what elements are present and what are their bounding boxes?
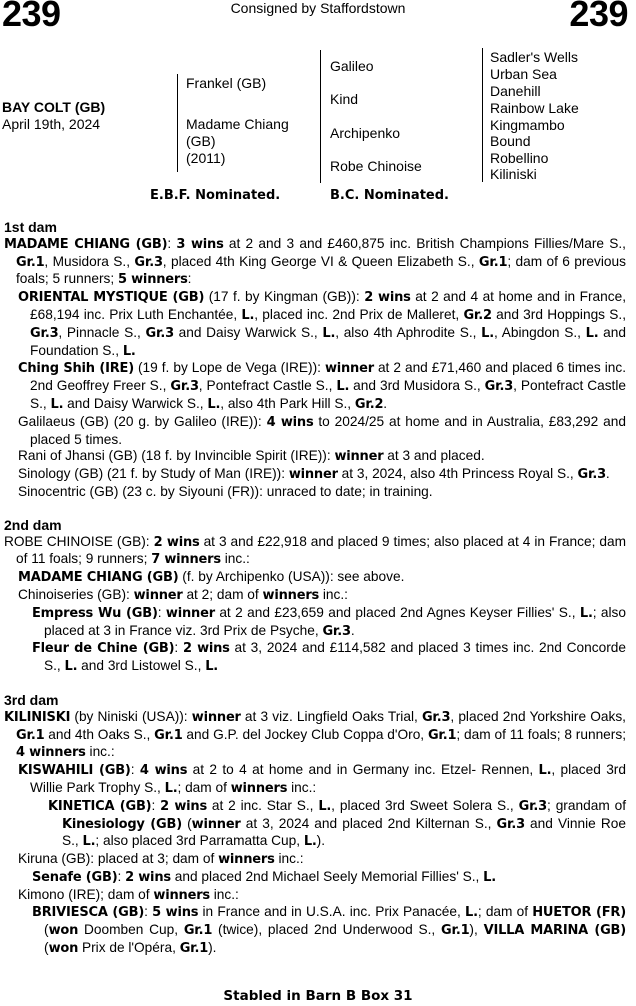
text-run: VILLA MARINA (GB)	[483, 923, 626, 939]
pedigree-gen3-2: Urban Sea	[490, 66, 557, 82]
progeny-sinocentric	[4, 484, 626, 501]
text-run: , also 4th Park Hill S.,	[220, 395, 355, 411]
text-run: L.	[64, 659, 78, 675]
text-run: (	[44, 940, 49, 956]
text-run: :	[130, 762, 140, 778]
text-run: , placed inc. 2nd Prix de Malleret,	[254, 306, 464, 322]
pedigree-sire-dam: Kind	[330, 91, 359, 107]
text-run: winners	[153, 887, 210, 903]
text-run: Galilaeus (GB) (20 g. by Galileo (IRE)):	[18, 413, 267, 429]
text-run: and Vinnie Roe S.,	[62, 815, 626, 849]
pedigree-bracket-1	[177, 74, 178, 172]
text-run: winners	[262, 587, 320, 603]
text-run: :	[174, 640, 183, 656]
text-run: .	[350, 622, 355, 638]
text-run: ).	[316, 833, 326, 849]
text-run: ; dam of 11 foals; 8 runners;	[456, 726, 626, 742]
text-run: :	[157, 604, 166, 620]
text-run: at 2 inc. Star S.,	[207, 797, 319, 813]
text-run: L.	[481, 325, 494, 341]
text-run: L.	[538, 763, 552, 779]
text-run: Prix de l'Opéra,	[78, 940, 180, 956]
text-run: :	[117, 868, 126, 884]
stabling-info: Stabled in Barn B Box 31	[223, 988, 413, 1004]
text-run: Gr.3	[577, 467, 606, 483]
text-run: and 3rd Musidora S.,	[349, 378, 485, 394]
text-run: :	[151, 797, 161, 813]
text-run: (by Niniski (USA)):	[70, 708, 192, 724]
text-run: winner	[324, 361, 374, 377]
text-run: 4 wins	[139, 763, 188, 779]
text-run: at 2 and £23,659 and placed 2nd Agnes Keyser Fillies' S.,	[214, 604, 580, 620]
text-run: Fleur de Chine (GB)	[32, 641, 175, 657]
text-run: L.	[303, 834, 317, 850]
text-run: Gr.1	[441, 923, 470, 939]
text-run: Ching Shih (IRE)	[18, 361, 134, 377]
text-run: Gr.3	[134, 254, 163, 270]
text-run: Doomben Cup,	[78, 922, 184, 938]
text-run: 7 winners	[151, 552, 221, 568]
text-run: (	[44, 922, 49, 938]
text-run: ; dam of	[477, 904, 533, 920]
text-run: Kinesiology (GB)	[62, 816, 182, 832]
text-run: 2 wins	[364, 290, 411, 306]
text-run: 3 wins	[176, 236, 224, 252]
text-run: Empress Wu (GB)	[32, 605, 158, 621]
text-run: won	[48, 923, 79, 939]
pedigree-gen3-7: Robellino	[490, 150, 549, 166]
text-run: Gr.2	[354, 396, 384, 412]
text-run: HUETOR (FR)	[532, 905, 626, 921]
text-run: Sinocentric (GB) (23 c. by Siyouni (FR)): unraced to date; in training.	[18, 483, 433, 499]
text-run: Gr.3	[322, 623, 351, 639]
progeny-kimono	[4, 887, 626, 905]
text-run: , placed 4th King George VI & Queen Elizabeth S.,	[162, 253, 479, 269]
text-run: .	[605, 466, 610, 482]
text-run: ; dam of	[177, 779, 231, 795]
text-run: , Pinnacle S.,	[58, 324, 146, 340]
text-run: Gr.1	[154, 727, 183, 743]
lot-number-left: 239	[2, 0, 61, 34]
text-run: Gr.3	[518, 798, 548, 814]
text-run: Gr.1	[427, 727, 457, 743]
text-run: and Daisy Warwick S.,	[173, 324, 323, 340]
text-run: Senafe (GB)	[32, 869, 118, 885]
text-run: inc.:	[209, 886, 239, 902]
text-run: L.	[82, 834, 96, 850]
text-run: at 2 and £71,460 and placed 6 times inc. 2nd Geoffrey Freer S.,	[30, 360, 626, 394]
text-run: L.	[207, 396, 221, 412]
pedigree-dam-line1: Madame Chiang	[186, 116, 289, 132]
pedigree-sire: Frankel (GB)	[186, 75, 267, 91]
progeny-ching-shih	[4, 360, 626, 413]
pedigree-gen3-1: Sadler's Wells	[490, 49, 578, 65]
text-run: Gr.3	[421, 709, 451, 725]
text-run: Gr.1	[478, 254, 508, 270]
lot-number-right: 239	[569, 0, 628, 34]
pedigree-dam-line2: (GB)	[186, 133, 216, 149]
text-run: and 3rd Hoppings S.,	[491, 306, 626, 322]
catalogue-body	[4, 219, 626, 958]
third-dam-entry	[4, 709, 626, 762]
text-run: 4 wins	[266, 414, 314, 430]
text-run: inc.:	[85, 744, 115, 760]
text-run: L.	[122, 343, 136, 359]
text-run: at 2 to 4 at home and in Germany inc. Etzel- Rennen,	[187, 762, 539, 778]
text-run: Gr.2	[463, 307, 492, 323]
text-run: 2 wins	[160, 798, 207, 814]
text-run: , Musidora S.,	[44, 253, 135, 269]
text-run: MADAME CHIANG (GB)	[4, 236, 168, 252]
text-run: ).	[208, 940, 217, 956]
text-run: L.	[465, 905, 478, 921]
progeny-briviesca	[4, 904, 626, 957]
text-run: L.	[322, 325, 336, 341]
text-run: at 2 and 4 at home and in France, £68,194 inc. Prix Luth Enchantée,	[30, 289, 627, 322]
horse-foaled: April 19th, 2024	[2, 116, 101, 132]
pedigree-gen3-3: Danehill	[490, 83, 541, 99]
second-dam-entry	[4, 534, 626, 570]
text-run: winner	[165, 605, 215, 621]
text-run: L.	[318, 798, 332, 814]
text-run: , placed 3rd Willie Park Trophy S.,	[30, 762, 626, 795]
pedigree-gen3-4: Rainbow Lake	[490, 100, 579, 116]
text-run: Chinoiseries (GB):	[18, 586, 134, 602]
pedigree-bracket-2	[320, 50, 321, 183]
text-run: L.	[241, 307, 255, 323]
text-run: at 2 and 3 and £460,875 inc. British Champions Fillies/Mare S.,	[223, 235, 626, 251]
pedigree-dam-dam: Robe Chinoise	[330, 158, 422, 174]
text-run: Gr.3	[145, 325, 174, 341]
text-run: , Pontefract Castle S.,	[198, 378, 337, 394]
text-run: Kimono (IRE); dam of	[18, 886, 154, 902]
text-run: :	[167, 235, 177, 251]
text-run: , placed 2nd Yorkshire Oaks,	[450, 708, 626, 724]
progeny-rani-of-jhansi	[4, 448, 626, 466]
text-run: in France and in U.S.A. inc. Prix Panacée,	[198, 904, 465, 920]
text-run: ROBE CHINOISE (GB):	[4, 533, 154, 549]
progeny-chinoiseries	[4, 587, 626, 605]
third-dam-heading: 3rd dam	[4, 691, 59, 708]
text-run: Gr.1	[16, 254, 45, 270]
text-run: L.	[205, 659, 219, 675]
text-run: , also 4th Aphrodite S.,	[335, 324, 482, 340]
text-run: and placed 2nd Michael Seely Memorial Fillies' S.,	[170, 868, 484, 884]
text-run: .	[383, 395, 388, 411]
bc-nomination: B.C. Nominated.	[330, 188, 449, 203]
text-run: Gr.3	[484, 379, 514, 395]
text-run: (f. by Archipenko (USA)): see above.	[178, 569, 405, 585]
pedigree-sire-sire: Galileo	[330, 58, 374, 74]
text-run: KILINISKI	[4, 709, 71, 725]
text-run: Gr.3	[170, 379, 199, 395]
text-run: 5 wins	[152, 905, 199, 921]
text-run: and 4th Oaks S.,	[44, 726, 155, 742]
text-run: at 3 and placed.	[383, 448, 485, 464]
text-run: at 3, 2024 and placed 2nd Kilternan S.,	[240, 815, 497, 831]
text-run: winner	[334, 449, 384, 465]
text-run: :	[187, 271, 192, 287]
text-run: KISWAHILI (GB)	[18, 763, 131, 779]
text-run: L.	[164, 780, 178, 796]
text-run: Kiruna (GB): placed at 3; dam of	[18, 851, 219, 867]
text-run: inc.:	[287, 779, 317, 795]
consignor: Consigned by Staffordstown	[230, 0, 406, 16]
progeny-galilaeus	[4, 414, 626, 449]
text-run: Gr.1	[16, 727, 45, 743]
text-run: winner	[191, 816, 241, 832]
text-run: winners	[218, 852, 275, 868]
text-run: ; also placed 3rd Parramatta Cup,	[95, 833, 304, 849]
pedigree-gen3-5: Kingmambo	[490, 117, 565, 133]
pedigree-gen3-6: Bound	[490, 133, 531, 149]
text-run: ORIENTAL MYSTIQUE (GB)	[18, 290, 205, 306]
text-run: 2 wins	[182, 641, 230, 657]
text-run: 2 wins	[125, 869, 171, 885]
text-run: Gr.3	[496, 816, 525, 832]
text-run: (17 f. by Kingman (GB)):	[204, 289, 365, 305]
ebf-nomination: E.B.F. Nominated.	[150, 188, 281, 203]
text-run: ; dam of 6 previous foals; 5 runners;	[16, 253, 626, 287]
text-run: won	[48, 941, 79, 957]
text-run: :	[144, 904, 153, 920]
text-run: inc.:	[220, 551, 250, 567]
text-run: at 2; dam of	[182, 586, 263, 602]
progeny-oriental-mystique	[4, 289, 626, 360]
text-run: (	[181, 815, 192, 831]
text-run: winner	[191, 709, 241, 725]
text-run: Rani of Jhansi (GB) (18 f. by Invincible Spirit (IRE)):	[18, 448, 335, 464]
text-run: and G.P. del Jockey Club Coppa d'Oro,	[182, 726, 428, 742]
progeny-kiswahili	[4, 762, 626, 798]
text-run: winner	[133, 587, 183, 603]
text-run: L.	[483, 869, 496, 885]
progeny-madame-chiang	[4, 569, 626, 587]
text-run: , Abingdon S.,	[493, 324, 586, 340]
progeny-senafe	[4, 869, 626, 887]
text-run: and Foundation S.,	[30, 324, 627, 358]
progeny-kiruna	[4, 851, 626, 869]
text-run: Gr.1	[183, 923, 213, 939]
second-dam-heading: 2nd dam	[4, 516, 62, 533]
text-run: and Daisy Warwick S.,	[63, 395, 208, 411]
text-run: 4 winners	[16, 745, 86, 761]
text-run: Sinology (GB) (21 f. by Study of Man (IRE)):	[18, 466, 289, 482]
pedigree-bracket-3	[482, 48, 483, 182]
text-run: ; also placed at 3 in France viz. 3rd Prix de Psyche,	[44, 604, 627, 638]
text-run: L.	[50, 396, 64, 412]
text-run: , placed 3rd Sweet Solera S.,	[331, 797, 519, 813]
progeny-fleur-de-chine	[4, 640, 626, 676]
text-run: (19 f. by Lope de Vega (IRE)):	[133, 360, 325, 376]
text-run: KINETICA (GB)	[48, 798, 152, 814]
text-run: 2 wins	[153, 534, 200, 550]
text-run: ; grandam of	[547, 797, 626, 813]
first-dam-heading: 1st dam	[4, 219, 57, 235]
text-run: inc.:	[274, 851, 304, 867]
text-run: at 3, 2024 and £114,582 and placed 3 times inc. 2nd Concorde S.,	[44, 640, 626, 674]
text-run: at 3 viz. Lingfield Oaks Trial,	[240, 708, 422, 724]
progeny-kinetica	[4, 798, 626, 851]
progeny-sinology	[4, 466, 626, 484]
first-dam-entry	[4, 236, 626, 289]
text-run: winners	[230, 780, 288, 796]
progeny-empress-wu	[4, 605, 626, 641]
text-run: L.	[579, 605, 593, 621]
text-run: 5 winners	[117, 272, 188, 288]
text-run: MADAME CHIANG (GB)	[18, 570, 179, 586]
pedigree-dam-sire: Archipenko	[330, 125, 401, 141]
text-run: Gr.1	[179, 941, 209, 957]
text-run: (twice), placed 2nd Underwood S.,	[212, 922, 441, 938]
text-run: BRIVIESCA (GB)	[32, 905, 145, 921]
text-run: Gr.3	[30, 325, 59, 341]
text-run: winner	[288, 467, 338, 483]
text-run: at 3 and £22,918 and placed 9 times; also placed at 4 in France; dam of 11 foals; 9 runners;	[16, 533, 626, 567]
pedigree-dam-year: (2011)	[186, 150, 226, 166]
text-run: L.	[585, 325, 599, 341]
text-run: at 3, 2024, also 4th Princess Royal S.,	[337, 466, 578, 482]
text-run: and 3rd Listowel S.,	[77, 658, 206, 674]
pedigree-gen3-8: Kiliniski	[490, 166, 537, 182]
text-run: inc.:	[319, 586, 348, 602]
text-run: , Pontefract Castle S.,	[30, 378, 627, 411]
horse-description: BAY COLT (GB)	[2, 99, 106, 115]
text-run: to 2024/25 at home and in Australia, £83,292 and placed 5 times.	[30, 413, 626, 447]
text-run: ),	[469, 922, 484, 938]
text-run: L.	[336, 379, 350, 395]
